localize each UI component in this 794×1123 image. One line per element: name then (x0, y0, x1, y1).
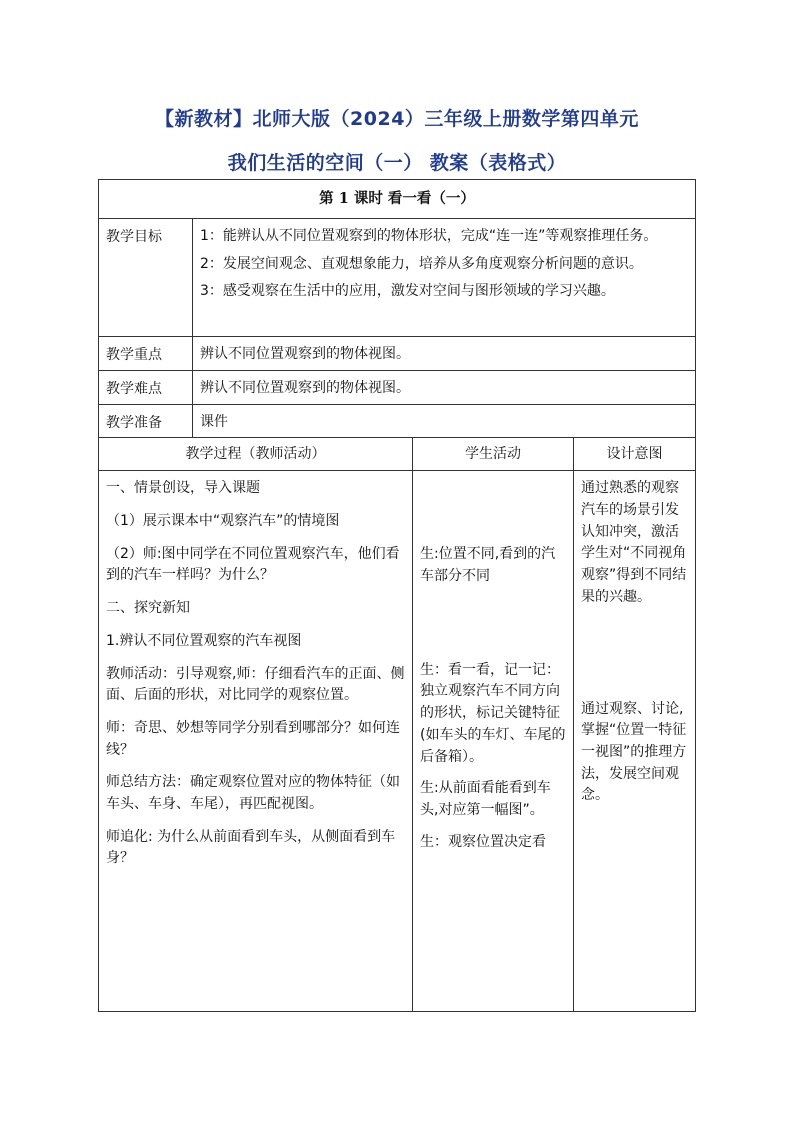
key-point-label: 教学重点 (99, 337, 193, 371)
objective-item: 1：能辨认从不同位置观察到的物体形状，完成“连一连”等观察推理任务。 (200, 228, 658, 244)
column-header-process: 教学过程（教师活动） (99, 438, 413, 471)
student-line: 生:位置不同,看到的汽车部分不同 (420, 546, 556, 585)
design-line: 通过熟悉的观察汽车的场景引发认知冲突，激活学生对“不同视角观察”得到不同结果的兴趣。 (581, 480, 687, 605)
process-line: 师追化: 为什么从前面看到车头，从侧面看到车身？ (106, 828, 396, 867)
difficulty-label: 教学难点 (99, 371, 193, 405)
key-point-text: 辨认不同位置观察到的物体视图。 (193, 337, 696, 371)
process-line: （1）展示课本中“观察汽车”的情境图 (106, 513, 340, 530)
process-content (99, 471, 413, 1012)
lesson-plan-table (98, 179, 696, 1012)
student-line: 生:从前面看能看到车头,对应第一幅图”。 (420, 780, 551, 818)
process-line: 教师活动：引导观察,师：仔细看汽车的正面、侧面、后面的形状，对比同学的观察位置。 (106, 665, 405, 704)
design-line: 通过观察、讨论,掌握“位置一特征一视图”的推理方法，发展空间观念。 (581, 700, 687, 804)
document-title-line1: 【新教材】北师大版（2024）三年级上册数学第四单元 (155, 108, 639, 130)
document-title-line2: 我们生活的空间（一） 教案（表格式） (227, 152, 567, 174)
preparation-text: 课件 (193, 404, 696, 438)
process-line: 师总结方法：确定观察位置对应的物体特征（如车头、车身、车尾），再匹配视图。 (106, 774, 400, 812)
column-header-student: 学生活动 (413, 438, 574, 471)
objectives-content (193, 219, 696, 337)
objective-item: 3：感受观察在生活中的应用，激发对空间与图形领域的学习兴趣。 (200, 283, 615, 300)
student-content (413, 471, 574, 1012)
process-line: （2）师:图中同学在不同位置观察汽车，他们看到的汽车一样吗？为什么？ (106, 545, 400, 584)
lesson-title: 第 1 课时 看一看（一） (99, 180, 696, 219)
preparation-label: 教学准备 (99, 404, 193, 438)
student-line: 生：观察位置决定看 (420, 833, 546, 850)
difficulty-text: 辨认不同位置观察到的物体视图。 (193, 371, 696, 405)
process-line: 师：奇思、妙想等同学分别看到哪部分？如何连线？ (106, 719, 400, 758)
process-line: 一、情景创设，导入课题 (106, 480, 260, 497)
student-line: 生：看一看，记一记：独立观察汽车不同方向的形状，标记关键特征(如车头的车灯、车尾的后备箱）。 (420, 661, 566, 765)
process-line: 1.辨认不同位置观察的汽车视图 (106, 632, 302, 649)
column-header-design: 设计意图 (574, 438, 696, 471)
objectives-label: 教学目标 (99, 219, 193, 337)
design-content (574, 471, 696, 1012)
process-line: 二、探究新知 (106, 600, 190, 617)
objective-item: 2：发展空间观念、直观想象能力，培养从多角度观察分析问题的意识。 (200, 255, 643, 272)
